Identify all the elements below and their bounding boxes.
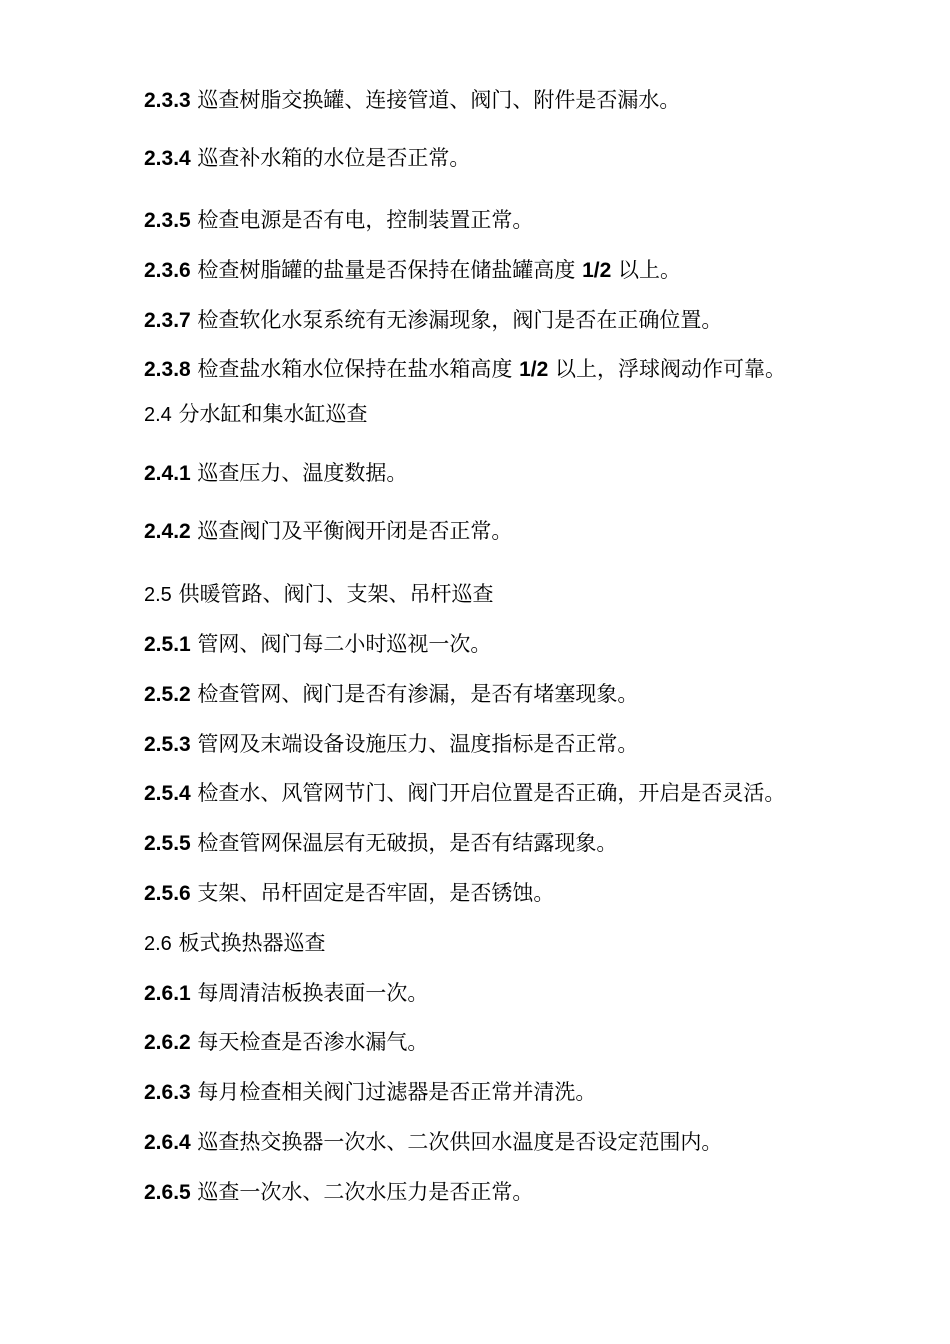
item-number: 2.6.3 bbox=[144, 1081, 191, 1104]
item-number: 2.5.6 bbox=[144, 882, 191, 905]
item-2-5-3 bbox=[144, 730, 638, 759]
item-number: 2.5.2 bbox=[144, 683, 191, 706]
item-text: 每周清洁板换表面一次。 bbox=[190, 981, 429, 1005]
item-2-6-5 bbox=[144, 1178, 533, 1207]
item-text: 巡查树脂交换罐、连接管道、阀门、附件是否漏水。 bbox=[190, 88, 681, 112]
item-text: 每月检查相关阀门过滤器是否正常并清洗。 bbox=[190, 1080, 597, 1104]
item-2-6-4 bbox=[144, 1128, 722, 1157]
item-2-5-4 bbox=[144, 779, 785, 808]
item-number: 2.4.1 bbox=[144, 462, 191, 485]
item-number: 2.4.2 bbox=[144, 520, 191, 543]
item-text: 检查管网、阀门是否有渗漏，是否有堵塞现象。 bbox=[190, 682, 639, 706]
item-2-3-6 bbox=[144, 256, 681, 285]
item-2-3-8 bbox=[144, 355, 786, 384]
item-number: 2.5.4 bbox=[144, 782, 191, 805]
section-number: 2.5 bbox=[144, 584, 172, 606]
item-number: 2.5.3 bbox=[144, 733, 191, 756]
item-2-6-1 bbox=[144, 979, 428, 1008]
item-number: 2.3.7 bbox=[144, 309, 191, 332]
item-number: 2.3.4 bbox=[144, 147, 191, 170]
item-text: 巡查一次水、二次水压力是否正常。 bbox=[190, 1180, 534, 1204]
item-number: 2.3.6 bbox=[144, 259, 191, 282]
item-2-4-2 bbox=[144, 517, 512, 546]
item-number: 2.3.8 bbox=[144, 358, 191, 381]
section-2-5-heading bbox=[144, 580, 494, 609]
item-text: 支架、吊杆固定是否牢固，是否锈蚀。 bbox=[190, 881, 555, 905]
item-2-3-5 bbox=[144, 206, 533, 235]
item-text: 巡查热交换器一次水、二次供回水温度是否设定范围内。 bbox=[190, 1130, 723, 1154]
item-text-suffix: 以上，浮球阀动作可靠。 bbox=[548, 357, 786, 381]
item-text: 每天检查是否渗水漏气。 bbox=[190, 1030, 429, 1054]
section-title: 分水缸和集水缸巡查 bbox=[171, 402, 368, 426]
item-number: 2.6.4 bbox=[144, 1131, 191, 1154]
item-text: 巡查压力、温度数据。 bbox=[190, 461, 408, 485]
item-text: 检查盐水箱水位保持在盐水箱高度 bbox=[190, 357, 520, 381]
item-number: 2.3.3 bbox=[144, 89, 191, 112]
item-2-6-2 bbox=[144, 1028, 428, 1057]
item-number: 2.5.1 bbox=[144, 633, 191, 656]
item-text: 检查管网保温层有无破损，是否有结露现象。 bbox=[190, 831, 618, 855]
item-2-6-3 bbox=[144, 1078, 596, 1107]
item-text: 管网、阀门每二小时巡视一次。 bbox=[190, 632, 492, 656]
section-number: 2.6 bbox=[144, 933, 172, 955]
item-2-5-1 bbox=[144, 630, 491, 659]
item-2-3-7 bbox=[144, 306, 722, 335]
item-2-3-4 bbox=[144, 144, 470, 173]
item-2-5-2 bbox=[144, 680, 638, 709]
item-text: 检查电源是否有电，控制装置正常。 bbox=[190, 208, 534, 232]
item-number: 2.6.1 bbox=[144, 982, 191, 1005]
item-2-4-1 bbox=[144, 459, 407, 488]
item-number: 2.6.2 bbox=[144, 1031, 191, 1054]
section-2-4-heading bbox=[144, 400, 368, 429]
item-text: 检查水、风管网节门、阀门开启位置是否正确，开启是否灵活。 bbox=[190, 781, 786, 805]
item-number: 2.5.5 bbox=[144, 832, 191, 855]
item-2-3-3 bbox=[144, 86, 680, 115]
fraction-value: 1/2 bbox=[582, 259, 612, 282]
item-number: 2.6.5 bbox=[144, 1181, 191, 1204]
item-text-suffix: 以上。 bbox=[611, 258, 681, 282]
item-text: 巡查阀门及平衡阀开闭是否正常。 bbox=[190, 519, 513, 543]
item-2-5-6 bbox=[144, 879, 554, 908]
section-2-6-heading bbox=[144, 929, 326, 958]
item-text: 巡查补水箱的水位是否正常。 bbox=[190, 146, 471, 170]
section-number: 2.4 bbox=[144, 404, 172, 426]
item-number: 2.3.5 bbox=[144, 209, 191, 232]
fraction-value: 1/2 bbox=[519, 358, 549, 381]
item-text: 检查树脂罐的盐量是否保持在储盐罐高度 bbox=[190, 258, 583, 282]
item-text: 管网及末端设备设施压力、温度指标是否正常。 bbox=[190, 732, 639, 756]
section-title: 供暖管路、阀门、支架、吊杆巡查 bbox=[171, 582, 494, 606]
item-2-5-5 bbox=[144, 829, 617, 858]
section-title: 板式换热器巡查 bbox=[171, 931, 326, 955]
item-text: 检查软化水泵系统有无渗漏现象，阀门是否在正确位置。 bbox=[190, 308, 723, 332]
